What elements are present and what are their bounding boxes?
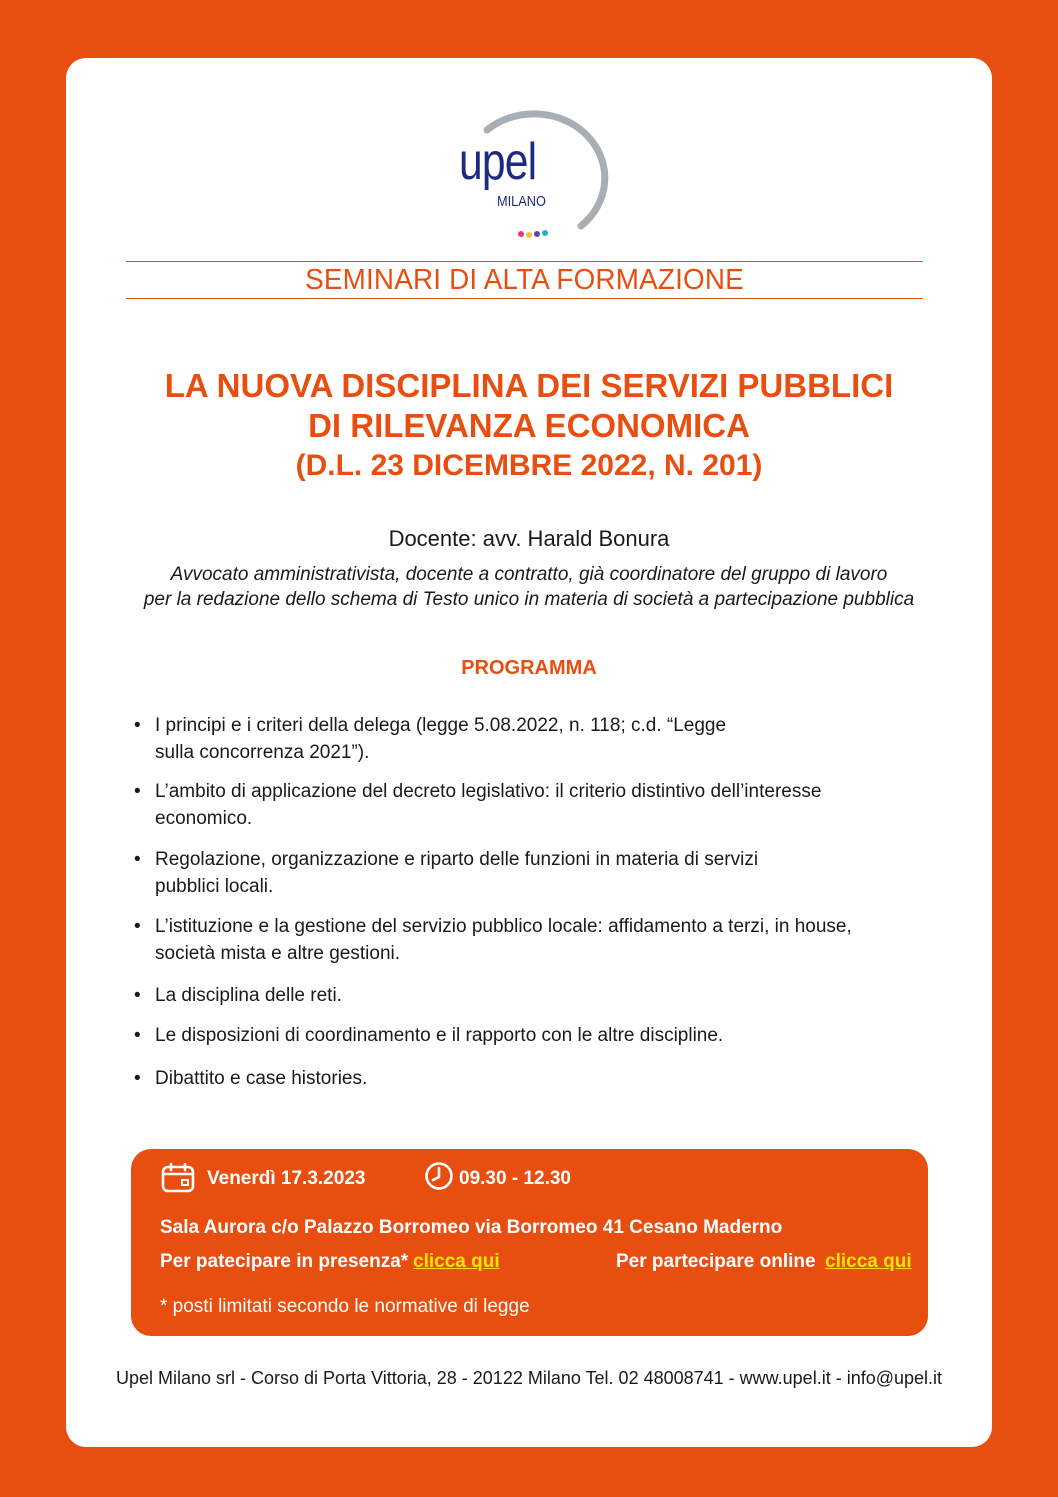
limited-seats-note: * posti limitati secondo le normative di legge bbox=[160, 1296, 530, 1317]
online-register-link[interactable]: clicca qui bbox=[825, 1251, 912, 1272]
teacher: Docente: avv. Harald Bonura bbox=[388, 526, 670, 551]
program-item-text: L’istituzione e la gestione del servizio pubblico locale: affidamento a terzi, in house, società mista e altre gestioni. bbox=[155, 916, 852, 964]
bullet: • bbox=[134, 849, 141, 870]
program-item bbox=[134, 1065, 924, 1092]
series-title: SEMINARI DI ALTA FORMAZIONE bbox=[305, 264, 744, 296]
event-time: 09.30 - 12.30 bbox=[459, 1168, 571, 1189]
teacher-description-line-2: per la redazione dello schema di Testo unico in materia di società a partecipazione pubblica bbox=[143, 589, 915, 610]
program-item bbox=[134, 712, 924, 766]
in-person-register-link[interactable]: clicca qui bbox=[413, 1251, 500, 1272]
event-venue: Sala Aurora c/o Palazzo Borromeo via Borromeo 41 Cesano Maderno bbox=[160, 1217, 783, 1238]
program-item-text: I principi e i criteri della delega (legge 5.08.2022, n. 118; c.d. “Legge sulla concorrenza 2021”). bbox=[155, 715, 727, 763]
teacher-description-line-1: Avvocato amministrativista, docente a contratto, già coordinatore del gruppo di lavoro bbox=[170, 564, 888, 585]
program-item-text: Dibattito e case histories. bbox=[155, 1068, 368, 1089]
title-line-2: DI RILEVANZA ECONOMICA bbox=[308, 407, 750, 444]
logo-city: MILANO bbox=[497, 193, 546, 210]
program-item bbox=[134, 846, 924, 900]
program-item bbox=[134, 778, 924, 832]
program-item-text: La disciplina delle reti. bbox=[155, 985, 342, 1006]
bullet: • bbox=[134, 916, 141, 937]
event-date: Venerdì 17.3.2023 bbox=[207, 1168, 366, 1189]
bullet: • bbox=[134, 985, 141, 1006]
bullet: • bbox=[134, 781, 141, 802]
program-item-text: L’ambito di applicazione del decreto legislativo: il criterio distintivo dell’interesse economico. bbox=[155, 781, 822, 829]
program-item-text: Regolazione, organizzazione e riparto delle funzioni in materia di servizi pubblici locali. bbox=[155, 849, 759, 897]
title-line-3: (D.L. 23 DICEMBRE 2022, N. 201) bbox=[295, 449, 763, 482]
program-item bbox=[134, 913, 924, 967]
in-person-label: Per patecipare in presenza* bbox=[160, 1251, 409, 1272]
program-item bbox=[134, 1022, 924, 1049]
calendar-icon bbox=[161, 1163, 195, 1193]
upel-logo bbox=[449, 108, 609, 244]
program-item-text: Le disposizioni di coordinamento e il rapporto con le altre discipline. bbox=[155, 1025, 724, 1046]
bullet: • bbox=[134, 1068, 141, 1089]
title-line-1: LA NUOVA DISCIPLINA DEI SERVIZI PUBBLICI bbox=[164, 367, 894, 404]
event-info-box bbox=[131, 1149, 928, 1336]
footer-contacts: Upel Milano srl - Corso di Porta Vittoria, 28 - 20122 Milano Tel. 02 48008741 - www.upel.it - info@upel.it bbox=[115, 1368, 943, 1388]
bullet: • bbox=[134, 1025, 141, 1046]
clock-icon bbox=[424, 1161, 454, 1191]
divider-bottom bbox=[126, 298, 923, 299]
program-title: PROGRAMMA bbox=[461, 657, 597, 679]
online-label: Per partecipare online bbox=[616, 1251, 816, 1272]
logo-wordmark: upel bbox=[459, 133, 537, 191]
bullet: • bbox=[134, 715, 141, 736]
program-item bbox=[134, 982, 924, 1009]
